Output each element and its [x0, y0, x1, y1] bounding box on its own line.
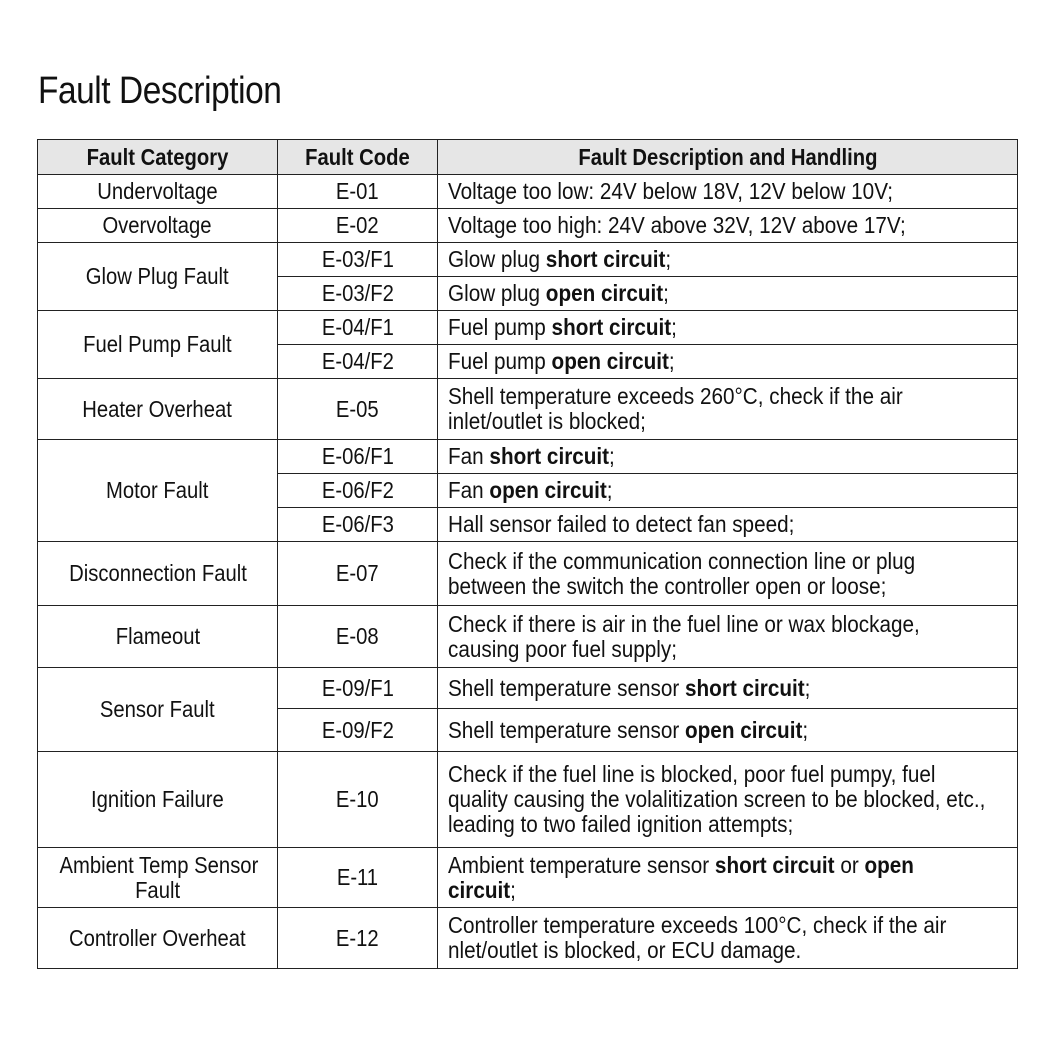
fault-code: E-02 [278, 209, 438, 243]
table-row [38, 606, 1018, 668]
table-row [38, 311, 1018, 345]
fault-description: Glow plug open circuit; [438, 277, 1018, 311]
fault-code: E-11 [278, 848, 438, 908]
table-row [38, 668, 1018, 709]
fault-description: Shell temperature sensor open circuit; [438, 709, 1018, 752]
fault-description: Fan open circuit; [438, 474, 1018, 508]
fault-code: E-07 [278, 542, 438, 606]
fault-code: E-09/F1 [278, 668, 438, 709]
fault-category: Glow Plug Fault [38, 243, 278, 311]
fault-code: E-09/F2 [278, 709, 438, 752]
fault-code: E-10 [278, 752, 438, 848]
fault-code: E-06/F3 [278, 508, 438, 542]
fault-description: Fuel pump short circuit; [438, 311, 1018, 345]
fault-category: Fuel Pump Fault [38, 311, 278, 379]
fault-category: Controller Overheat [38, 908, 278, 969]
fault-category: Heater Overheat [38, 379, 278, 440]
page-title: Fault Description [38, 70, 282, 112]
fault-description: Fan short circuit; [438, 440, 1018, 474]
table-row [38, 848, 1018, 908]
fault-category: Overvoltage [38, 209, 278, 243]
table-row [38, 175, 1018, 209]
table-row [38, 908, 1018, 969]
fault-description: Shell temperature sensor short circuit; [438, 668, 1018, 709]
header-description: Fault Description and Handling [438, 140, 1018, 175]
fault-category: Flameout [38, 606, 278, 668]
fault-code: E-06/F1 [278, 440, 438, 474]
fault-code: E-06/F2 [278, 474, 438, 508]
table-row [38, 243, 1018, 277]
fault-category: Undervoltage [38, 175, 278, 209]
fault-description: Check if the fuel line is blocked, poor fuel pumpy, fuel quality causing the volalitization screen to be blocked, etc., leading to two failed ignition attempts; [438, 752, 1018, 848]
header-category: Fault Category [38, 140, 278, 175]
fault-description: Ambient temperature sensor short circuit or open circuit; [438, 848, 1018, 908]
fault-description: Shell temperature exceeds 260°C, check if the air inlet/outlet is blocked; [438, 379, 1018, 440]
fault-description: Voltage too low: 24V below 18V, 12V below 10V; [438, 175, 1018, 209]
fault-description: Voltage too high: 24V above 32V, 12V above 17V; [438, 209, 1018, 243]
fault-description: Glow plug short circuit; [438, 243, 1018, 277]
fault-category: Ambient Temp Sensor Fault [38, 848, 278, 908]
table-row [38, 209, 1018, 243]
fault-category: Ignition Failure [38, 752, 278, 848]
fault-category: Sensor Fault [38, 668, 278, 752]
table-row [38, 542, 1018, 606]
fault-code: E-03/F2 [278, 277, 438, 311]
fault-description: Fuel pump open circuit; [438, 345, 1018, 379]
fault-code: E-04/F1 [278, 311, 438, 345]
fault-code: E-04/F2 [278, 345, 438, 379]
fault-description: Hall sensor failed to detect fan speed; [438, 508, 1018, 542]
fault-description: Controller temperature exceeds 100°C, check if the air nlet/outlet is blocked, or ECU damage. [438, 908, 1018, 969]
fault-code: E-03/F1 [278, 243, 438, 277]
table-row [38, 379, 1018, 440]
table-row [38, 440, 1018, 474]
fault-category: Motor Fault [38, 440, 278, 542]
table-row [38, 752, 1018, 848]
fault-code: E-12 [278, 908, 438, 969]
fault-code: E-01 [278, 175, 438, 209]
fault-description: Check if the communication connection line or plug between the switch the controller open or loose; [438, 542, 1018, 606]
fault-code: E-08 [278, 606, 438, 668]
table-header-row [38, 140, 1018, 175]
fault-category: Disconnection Fault [38, 542, 278, 606]
fault-code: E-05 [278, 379, 438, 440]
header-code: Fault Code [278, 140, 438, 175]
fault-table [37, 139, 1018, 969]
fault-description: Check if there is air in the fuel line or wax blockage, causing poor fuel supply; [438, 606, 1018, 668]
